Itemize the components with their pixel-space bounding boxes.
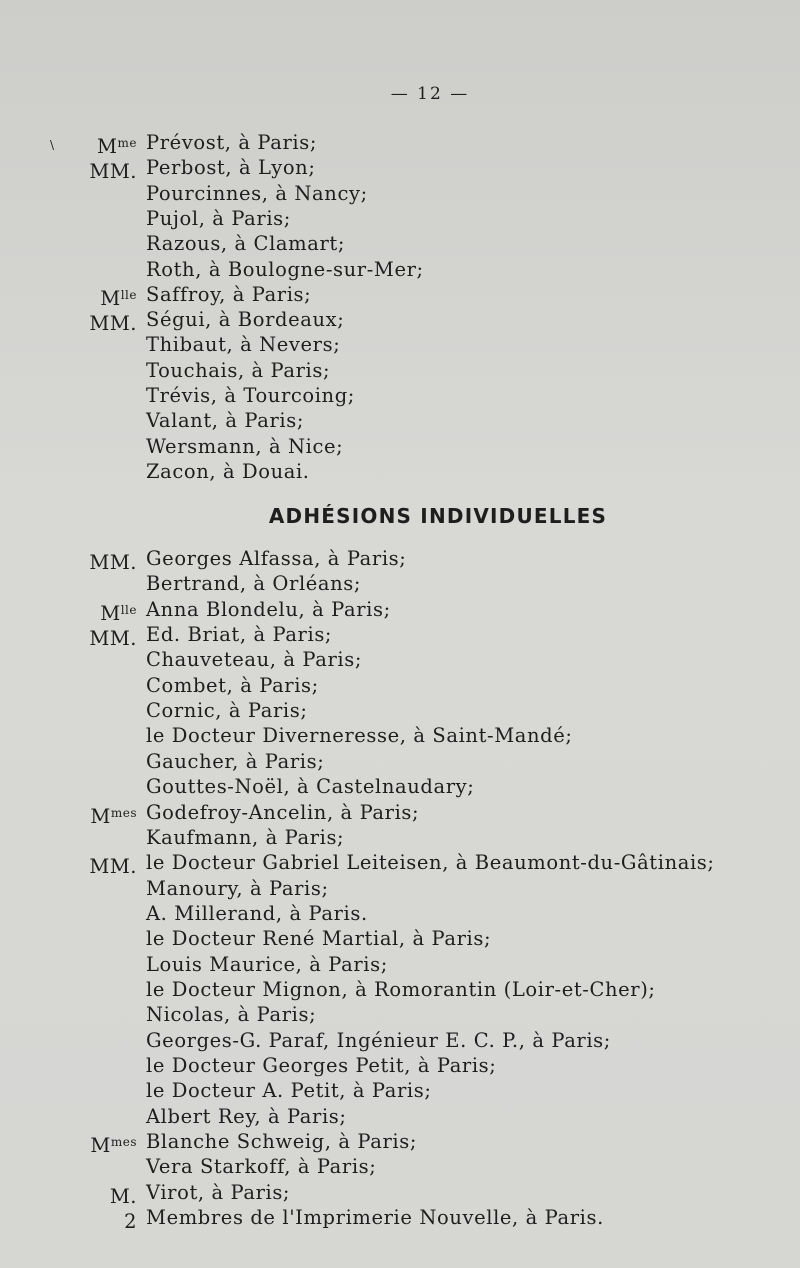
member-entry: Razous, à Clamart;	[146, 232, 345, 256]
title-prefix: $M^{mes}$	[90, 1134, 137, 1158]
member-entry: Godefroy-Ancelin, à Paris;	[146, 800, 420, 824]
list-item	[0, 952, 800, 978]
title-prefix: 2	[124, 1210, 137, 1234]
member-entry: le Docteur René Martial, à Paris;	[146, 927, 492, 951]
list-item	[0, 597, 800, 623]
list-item	[0, 723, 800, 749]
member-entry: Valant, à Paris;	[146, 409, 305, 433]
list-item	[0, 383, 800, 409]
list-item	[0, 155, 800, 184]
title-prefix: $M^{mes}$	[90, 804, 137, 828]
title-prefix-superscript: lle	[120, 602, 137, 617]
member-entry: Bertrand, à Orléans;	[146, 572, 362, 596]
member-entry: Vera Starkoff, à Paris;	[146, 1155, 377, 1179]
title-prefix: MM.	[89, 551, 137, 574]
member-entry: Pujol, à Paris;	[146, 206, 291, 230]
member-entry: le Docteur Diverneresse, à Saint-Mandé;	[146, 724, 573, 748]
member-entry: Louis Maurice, à Paris;	[146, 952, 388, 976]
member-entry: Virot, à Paris;	[146, 1180, 291, 1204]
list-item	[0, 1129, 800, 1158]
member-entry: Saffroy, à Paris;	[146, 282, 312, 306]
member-entry: Georges Alfassa, à Paris;	[146, 547, 407, 570]
list-item	[0, 408, 800, 434]
title-prefix: M.	[109, 1184, 137, 1208]
member-entry: Touchais, à Paris;	[146, 358, 331, 382]
title-prefix-superscript: lle	[120, 287, 137, 302]
list-item	[0, 876, 800, 902]
list-item	[0, 1053, 800, 1079]
list-item	[0, 673, 800, 699]
list-item	[0, 1002, 800, 1028]
list-item	[0, 1028, 800, 1054]
list-item	[0, 749, 800, 775]
member-entry: Pourcinnes, à Nancy;	[146, 181, 368, 205]
list-item	[0, 130, 800, 156]
member-entry: Combet, à Paris;	[146, 673, 319, 697]
list-item	[0, 647, 800, 673]
title-prefix: MM.	[89, 627, 137, 651]
member-entry: Anna Blondelu, à Paris;	[146, 597, 391, 621]
list-item	[0, 546, 800, 572]
member-entry: le Docteur A. Petit, à Paris;	[146, 1079, 432, 1103]
member-entry: A. Millerand, à Paris.	[146, 901, 368, 925]
member-entry: Trévis, à Tourcoing;	[146, 384, 355, 407]
list-item	[0, 1154, 800, 1180]
list-item	[0, 825, 800, 851]
list-item	[0, 698, 800, 724]
member-entry: Zacon, à Douai.	[146, 459, 310, 483]
member-entry: le Docteur Georges Petit, à Paris;	[146, 1054, 497, 1077]
list-item	[0, 901, 800, 927]
list-item	[0, 774, 800, 800]
title-prefix-superscript: mes	[110, 1135, 137, 1150]
list-item	[0, 257, 800, 283]
list-item	[0, 571, 800, 597]
list-item	[0, 434, 800, 460]
title-prefix: $M^{lle}$	[100, 601, 137, 625]
member-entry: Manoury, à Paris;	[146, 876, 329, 900]
member-entry: Ed. Briat, à Paris;	[146, 623, 333, 647]
member-entry: Ségui, à Bordeaux;	[146, 308, 345, 332]
member-entry: Georges-G. Paraf, Ingénieur E. C. P., à Paris;	[146, 1028, 611, 1052]
list-item	[0, 459, 800, 485]
member-entry: Roth, à Boulogne-sur-Mer;	[146, 257, 424, 281]
member-entry: Cornic, à Paris;	[146, 699, 308, 723]
list-item	[0, 231, 800, 257]
stray-mark: \	[50, 138, 55, 152]
member-entry: le Docteur Mignon, à Romorantin (Loir-et-Cher);	[146, 977, 656, 1001]
list-item	[0, 282, 800, 308]
list-item	[0, 622, 800, 651]
title-prefix: $M^{lle}$	[100, 286, 137, 310]
list-item	[0, 332, 800, 358]
title-prefix: $M^{me}$	[97, 135, 137, 158]
list-item	[0, 1205, 800, 1234]
list-item	[0, 1180, 800, 1206]
member-entry: Blanche Schweig, à Paris;	[146, 1130, 417, 1154]
title-prefix: MM.	[89, 312, 137, 336]
list-item	[0, 1078, 800, 1104]
member-entry: Chauveteau, à Paris;	[146, 648, 363, 672]
list-item	[0, 358, 800, 384]
member-entry: Gaucher, à Paris;	[146, 749, 325, 773]
list-item	[0, 307, 800, 336]
member-entry: Wersmann, à Nice;	[146, 434, 344, 458]
title-prefix: MM.	[89, 855, 137, 879]
member-entry: Membres de l'Imprimerie Nouvelle, à Paris.	[146, 1206, 604, 1230]
member-entry: Gouttes-Noël, à Castelnaudary;	[146, 775, 475, 799]
member-entry: Thibaut, à Nevers;	[146, 333, 341, 357]
member-entry: Prévost, à Paris;	[146, 131, 318, 154]
member-entry: le Docteur Gabriel Leiteisen, à Beaumont-du-Gâtinais;	[146, 851, 715, 875]
list-item	[0, 800, 800, 826]
member-entry: Kaufmann, à Paris;	[146, 825, 345, 849]
page-number: — 12 —	[390, 84, 470, 104]
list-item	[0, 181, 800, 207]
section-heading: ADHÉSIONS INDIVIDUELLES	[268, 504, 608, 528]
list-item	[0, 1104, 800, 1130]
list-item	[0, 926, 800, 952]
list-item	[0, 977, 800, 1003]
list-item	[0, 850, 800, 879]
member-entry: Nicolas, à Paris;	[146, 1003, 317, 1027]
list-item	[0, 206, 800, 232]
member-entry: Albert Rey, à Paris;	[146, 1104, 347, 1128]
title-prefix-superscript: me	[117, 136, 137, 150]
title-prefix: MM.	[89, 160, 137, 184]
member-entry: Perbost, à Lyon;	[146, 156, 316, 180]
title-prefix-superscript: mes	[110, 805, 137, 820]
